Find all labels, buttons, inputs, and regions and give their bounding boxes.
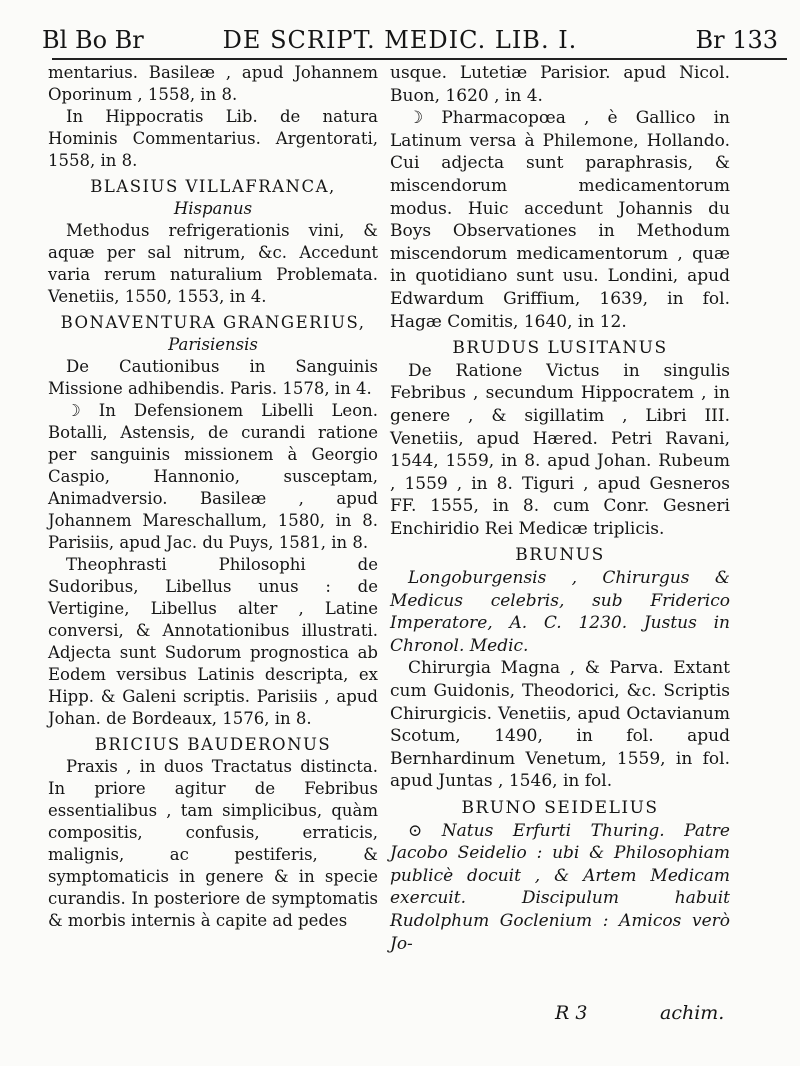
entry-text: Methodus refrigerationis vini, & aquæ per sal nitrum, &c. Accedunt varia rerum naturalium Problemata. Venetiis, 1550, 1553, in 4.: [48, 221, 378, 306]
author-heading: BRUNUS: [515, 545, 605, 566]
catchword: achim.: [660, 1002, 725, 1024]
entry-text: De Cautionibus in Sanguinis Missione adhibendis. Paris. 1578, in 4.: [48, 357, 378, 398]
right-column: [390, 62, 730, 955]
header-rule: [52, 58, 787, 60]
author-heading: BRICIUS BAUDERONUS: [94, 735, 332, 754]
author-heading: BRUNO SEIDELIUS: [461, 798, 659, 818]
author-biography: ⊙ Natus Erfurti Thuring. Patre Jacobo Seidelio : ubi & Philosophiam publicè docuit , & Artem Medicam exercuit. Discipulum habuit Rudolphum Goclenium : Amicos verò Jo-: [390, 820, 730, 954]
entry-text: De Ratione Victus in singulis Febribus , secundum Hippocratem , in genere , & sigillatim , Libri III. Venetiis, apud Hæred. Petri Ravani, 1544, 1559, in 8. apud Johan. Rubeum , 1559 , in 8. Tiguri , apud Gesneros FF. 1555, in 8. cum Conr. Gesneri Enchiridio Rei Medicæ triplicis.: [390, 360, 730, 539]
signature-mark: R 3: [555, 1002, 588, 1024]
entry-text: Chirurgia Magna , & Parva. Extant cum Guidonis, Theodorici, &c. Scriptis Chirurgicis. Venetiis, apud Octavianum Scotum, 1490, in fol. apud Bernhardinum Venetum, 1559, in fol. apud Juntas , 1546, in fol.: [390, 658, 730, 792]
author-heading: BRUDUS LUSITANUS: [452, 338, 668, 359]
author-biography: Longoburgensis , Chirurgus & Medicus celebris, sub Friderico Imperatore, A. C. 1230. Justus in Chronol. Medic.: [390, 568, 730, 656]
entry-continuation: mentarius. Basileæ , apud Johannem Oporinum , 1558, in 8.: [48, 63, 378, 104]
header-left: Bl Bo Br: [42, 26, 144, 54]
entry-text: ☽ In Defensionem Libelli Leon. Botalli, Astensis, de curandi ratione per sanguinis missionem à Georgio Caspio, Hannonio, susceptam, Animadversio. Basileæ , apud Johannem Mareschallum, 1580, in 8. Parisiis, apud Jac. du Puys, 1581, in 8.: [48, 401, 378, 552]
running-header: [0, 26, 800, 56]
author-origin: Hispanus: [173, 199, 253, 218]
entry-text: ☽ Pharmacopœa , è Gallico in Latinum versa à Philemone, Hollando. Cui adjecta sunt paraphrasis, & miscendorum medicamentorum modus. Huic accedunt Johannis du Boys Observationes in Methodum miscendorum medicamentorum , quæ in quotidiano sunt usu. Londini, apud Edwardum Griffium, 1639, in fol. Hagæ Comitis, 1640, in 12.: [390, 108, 730, 332]
author-heading: BONAVENTURA GRANGERIUS,: [60, 313, 366, 332]
entry-continuation: usque. Lutetiæ Parisior. apud Nicol. Buon, 1620 , in 4.: [390, 63, 730, 106]
header-right: Br 133: [695, 26, 778, 54]
entry-text: Theophrasti Philosophi de Sudoribus, Libellus unus : de Vertigine, Libellus alter , Latine conversi, & Annotationibus illustrati. Adjecta sunt Sudorum prognostica ab Eodem versibus Latinis descripta, ex Hipp. & Galeni scriptis. Parisiis , apud Johan. de Bordeaux, 1576, in 8.: [48, 555, 378, 728]
author-origin: Parisiensis: [168, 335, 258, 354]
left-column: [48, 62, 378, 932]
entry-text: In Hippocratis Lib. de natura Hominis Commentarius. Argentorati, 1558, in 8.: [48, 107, 378, 170]
author-heading: BLASIUS VILLAFRANCA,: [90, 177, 336, 196]
header-title: DE SCRIPT. MEDIC. LIB. I.: [222, 26, 578, 54]
entry-text: Praxis , in duos Tractatus distincta. In priore agitur de Febribus essentialibus , tam simplicibus, quàm compositis, confusis, erraticis, malignis, ac pestiferis, & symptomaticis in genere & in specie curandis. In posteriore de symptomatis & morbis internis à capite ad pedes: [48, 757, 378, 930]
